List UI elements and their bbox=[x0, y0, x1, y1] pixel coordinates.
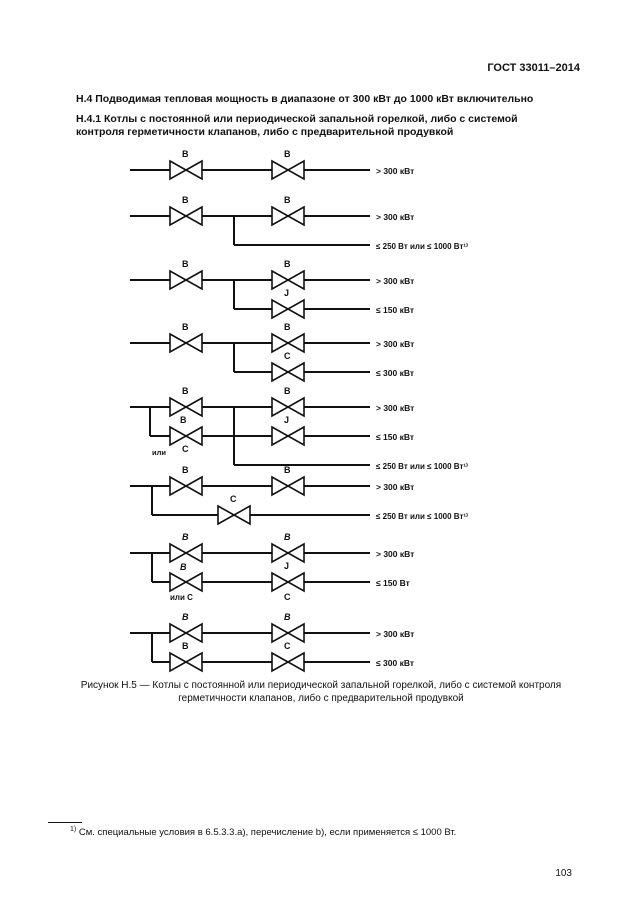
valve-label: B bbox=[284, 465, 291, 475]
power-label: > 300 кВт bbox=[376, 482, 415, 492]
valve-icon bbox=[272, 573, 288, 591]
valve-icon bbox=[288, 398, 304, 416]
page-number: 103 bbox=[555, 868, 572, 879]
valve-icon bbox=[288, 624, 304, 642]
figure-caption-line1: Рисунок Н.5 — Котлы с постоянной или периодической запальной горелкой, либо с системой контроля bbox=[80, 680, 562, 691]
power-label: > 300 кВт bbox=[376, 403, 415, 413]
valve-label: B bbox=[182, 322, 189, 332]
valve-icon bbox=[272, 300, 288, 318]
valve-icon bbox=[288, 334, 304, 352]
valve-label: B bbox=[284, 386, 291, 396]
valve-icon bbox=[170, 271, 186, 289]
valve-icon bbox=[272, 427, 288, 445]
valve-icon bbox=[186, 573, 202, 591]
valve-icon bbox=[272, 477, 288, 495]
valve-label: B bbox=[182, 641, 189, 651]
valve-icon bbox=[272, 398, 288, 416]
footnote-text: См. специальные условия в 6.5.3.3.а), перечисление b), если применяется ≤ 1000 Вт. bbox=[78, 827, 457, 839]
or-label: или bbox=[152, 448, 166, 457]
or-label: или С bbox=[170, 593, 193, 602]
power-label: > 300 кВт bbox=[376, 549, 415, 559]
valve-icon bbox=[186, 398, 202, 416]
subsection-title-line2: контроля герметичности клапанов, либо с предварительной продувкой bbox=[76, 126, 454, 138]
valve-label: B bbox=[182, 149, 189, 159]
valve-icon bbox=[170, 624, 186, 642]
valve-icon bbox=[234, 506, 250, 524]
subsection-title: Н.4.1 Котлы с постоянной или периодической запальной горелкой, либо с системой bbox=[76, 113, 518, 125]
valve-label: B bbox=[182, 532, 189, 542]
document-standard-header: ГОСТ 33011–2014 bbox=[487, 62, 580, 74]
valve-label: C bbox=[230, 494, 237, 504]
footnote-rule bbox=[48, 822, 82, 823]
valve-label: C bbox=[284, 641, 291, 651]
valve-label: B bbox=[182, 386, 189, 396]
power-label: ≤ 150 Вт bbox=[376, 578, 410, 588]
valve-icon bbox=[170, 477, 186, 495]
valve-label: J bbox=[284, 561, 290, 571]
valve-icon bbox=[186, 624, 202, 642]
valve-label: B bbox=[182, 195, 189, 205]
valve-icon bbox=[170, 544, 186, 562]
valve-icon bbox=[288, 300, 304, 318]
valve-label: B bbox=[180, 415, 187, 425]
valve-icon bbox=[170, 573, 186, 591]
valve-label: B bbox=[284, 322, 291, 332]
valve-icon bbox=[170, 398, 186, 416]
valve-label: B bbox=[284, 532, 291, 542]
power-label: ≤ 250 Вт или ≤ 1000 Вт¹⁾ bbox=[376, 462, 468, 471]
footnote bbox=[70, 826, 456, 838]
valve-icon bbox=[288, 573, 304, 591]
valve-icon bbox=[170, 334, 186, 352]
valve-label: B bbox=[180, 562, 187, 572]
valve-icon bbox=[186, 271, 202, 289]
power-label: ≤ 300 кВт bbox=[376, 658, 415, 668]
valve-label: B bbox=[284, 612, 291, 622]
valve-icon bbox=[272, 334, 288, 352]
valve-icon bbox=[272, 161, 288, 179]
valve-icon bbox=[288, 477, 304, 495]
valve-label: B bbox=[182, 259, 189, 269]
valve-label: C bbox=[284, 592, 291, 602]
valve-icon bbox=[186, 544, 202, 562]
valve-icon bbox=[186, 427, 202, 445]
valve-label: B bbox=[284, 195, 291, 205]
valve-label: B bbox=[284, 149, 291, 159]
valve-icon bbox=[272, 624, 288, 642]
valve-icon bbox=[186, 653, 202, 671]
valve-label: B bbox=[284, 259, 291, 269]
power-label: ≤ 250 Вт или ≤ 1000 Вт¹⁾ bbox=[376, 242, 468, 251]
figure-caption-line2: герметичности клапанов, либо с предварительной продувкой bbox=[178, 693, 464, 704]
valve-icon bbox=[288, 363, 304, 381]
power-label: > 300 кВт bbox=[376, 212, 415, 222]
footnote-mark: 1) bbox=[70, 826, 77, 833]
valve-icon bbox=[272, 271, 288, 289]
valve-label: C bbox=[182, 444, 189, 454]
section-title: Н.4 Подводимая тепловая мощность в диапазоне от 300 кВт до 1000 кВт включительно bbox=[76, 93, 534, 105]
valve-icon bbox=[288, 207, 304, 225]
valve-icon bbox=[170, 161, 186, 179]
valve-icon bbox=[170, 207, 186, 225]
power-label: ≤ 300 кВт bbox=[376, 368, 415, 378]
valve-icon bbox=[272, 653, 288, 671]
valve-icon bbox=[288, 653, 304, 671]
valve-label: J bbox=[284, 415, 290, 425]
valve-icon bbox=[186, 207, 202, 225]
valve-label: B bbox=[182, 465, 189, 475]
power-label: > 300 кВт bbox=[376, 629, 415, 639]
power-label: ≤ 150 кВт bbox=[376, 432, 415, 442]
power-label: ≤ 250 Вт или ≤ 1000 Вт¹⁾ bbox=[376, 512, 468, 521]
power-label: ≤ 150 кВт bbox=[376, 305, 415, 315]
valve-icon bbox=[170, 427, 186, 445]
power-label: > 300 кВт bbox=[376, 166, 415, 176]
figure-caption bbox=[76, 679, 566, 705]
valve-icon bbox=[288, 271, 304, 289]
valve-icon bbox=[186, 161, 202, 179]
valve-icon bbox=[186, 477, 202, 495]
valve-icon bbox=[186, 334, 202, 352]
valve-icon bbox=[170, 653, 186, 671]
power-label: > 300 кВт bbox=[376, 276, 415, 286]
valve-label: C bbox=[284, 351, 291, 361]
valve-label: B bbox=[182, 612, 189, 622]
valve-label: J bbox=[284, 288, 290, 298]
valve-icon bbox=[272, 544, 288, 562]
valve-icon bbox=[288, 427, 304, 445]
valve-icon bbox=[218, 506, 234, 524]
valve-icon bbox=[272, 207, 288, 225]
valve-icon bbox=[272, 363, 288, 381]
valve-icon bbox=[288, 544, 304, 562]
valve-icon bbox=[288, 161, 304, 179]
power-label: > 300 кВт bbox=[376, 339, 415, 349]
